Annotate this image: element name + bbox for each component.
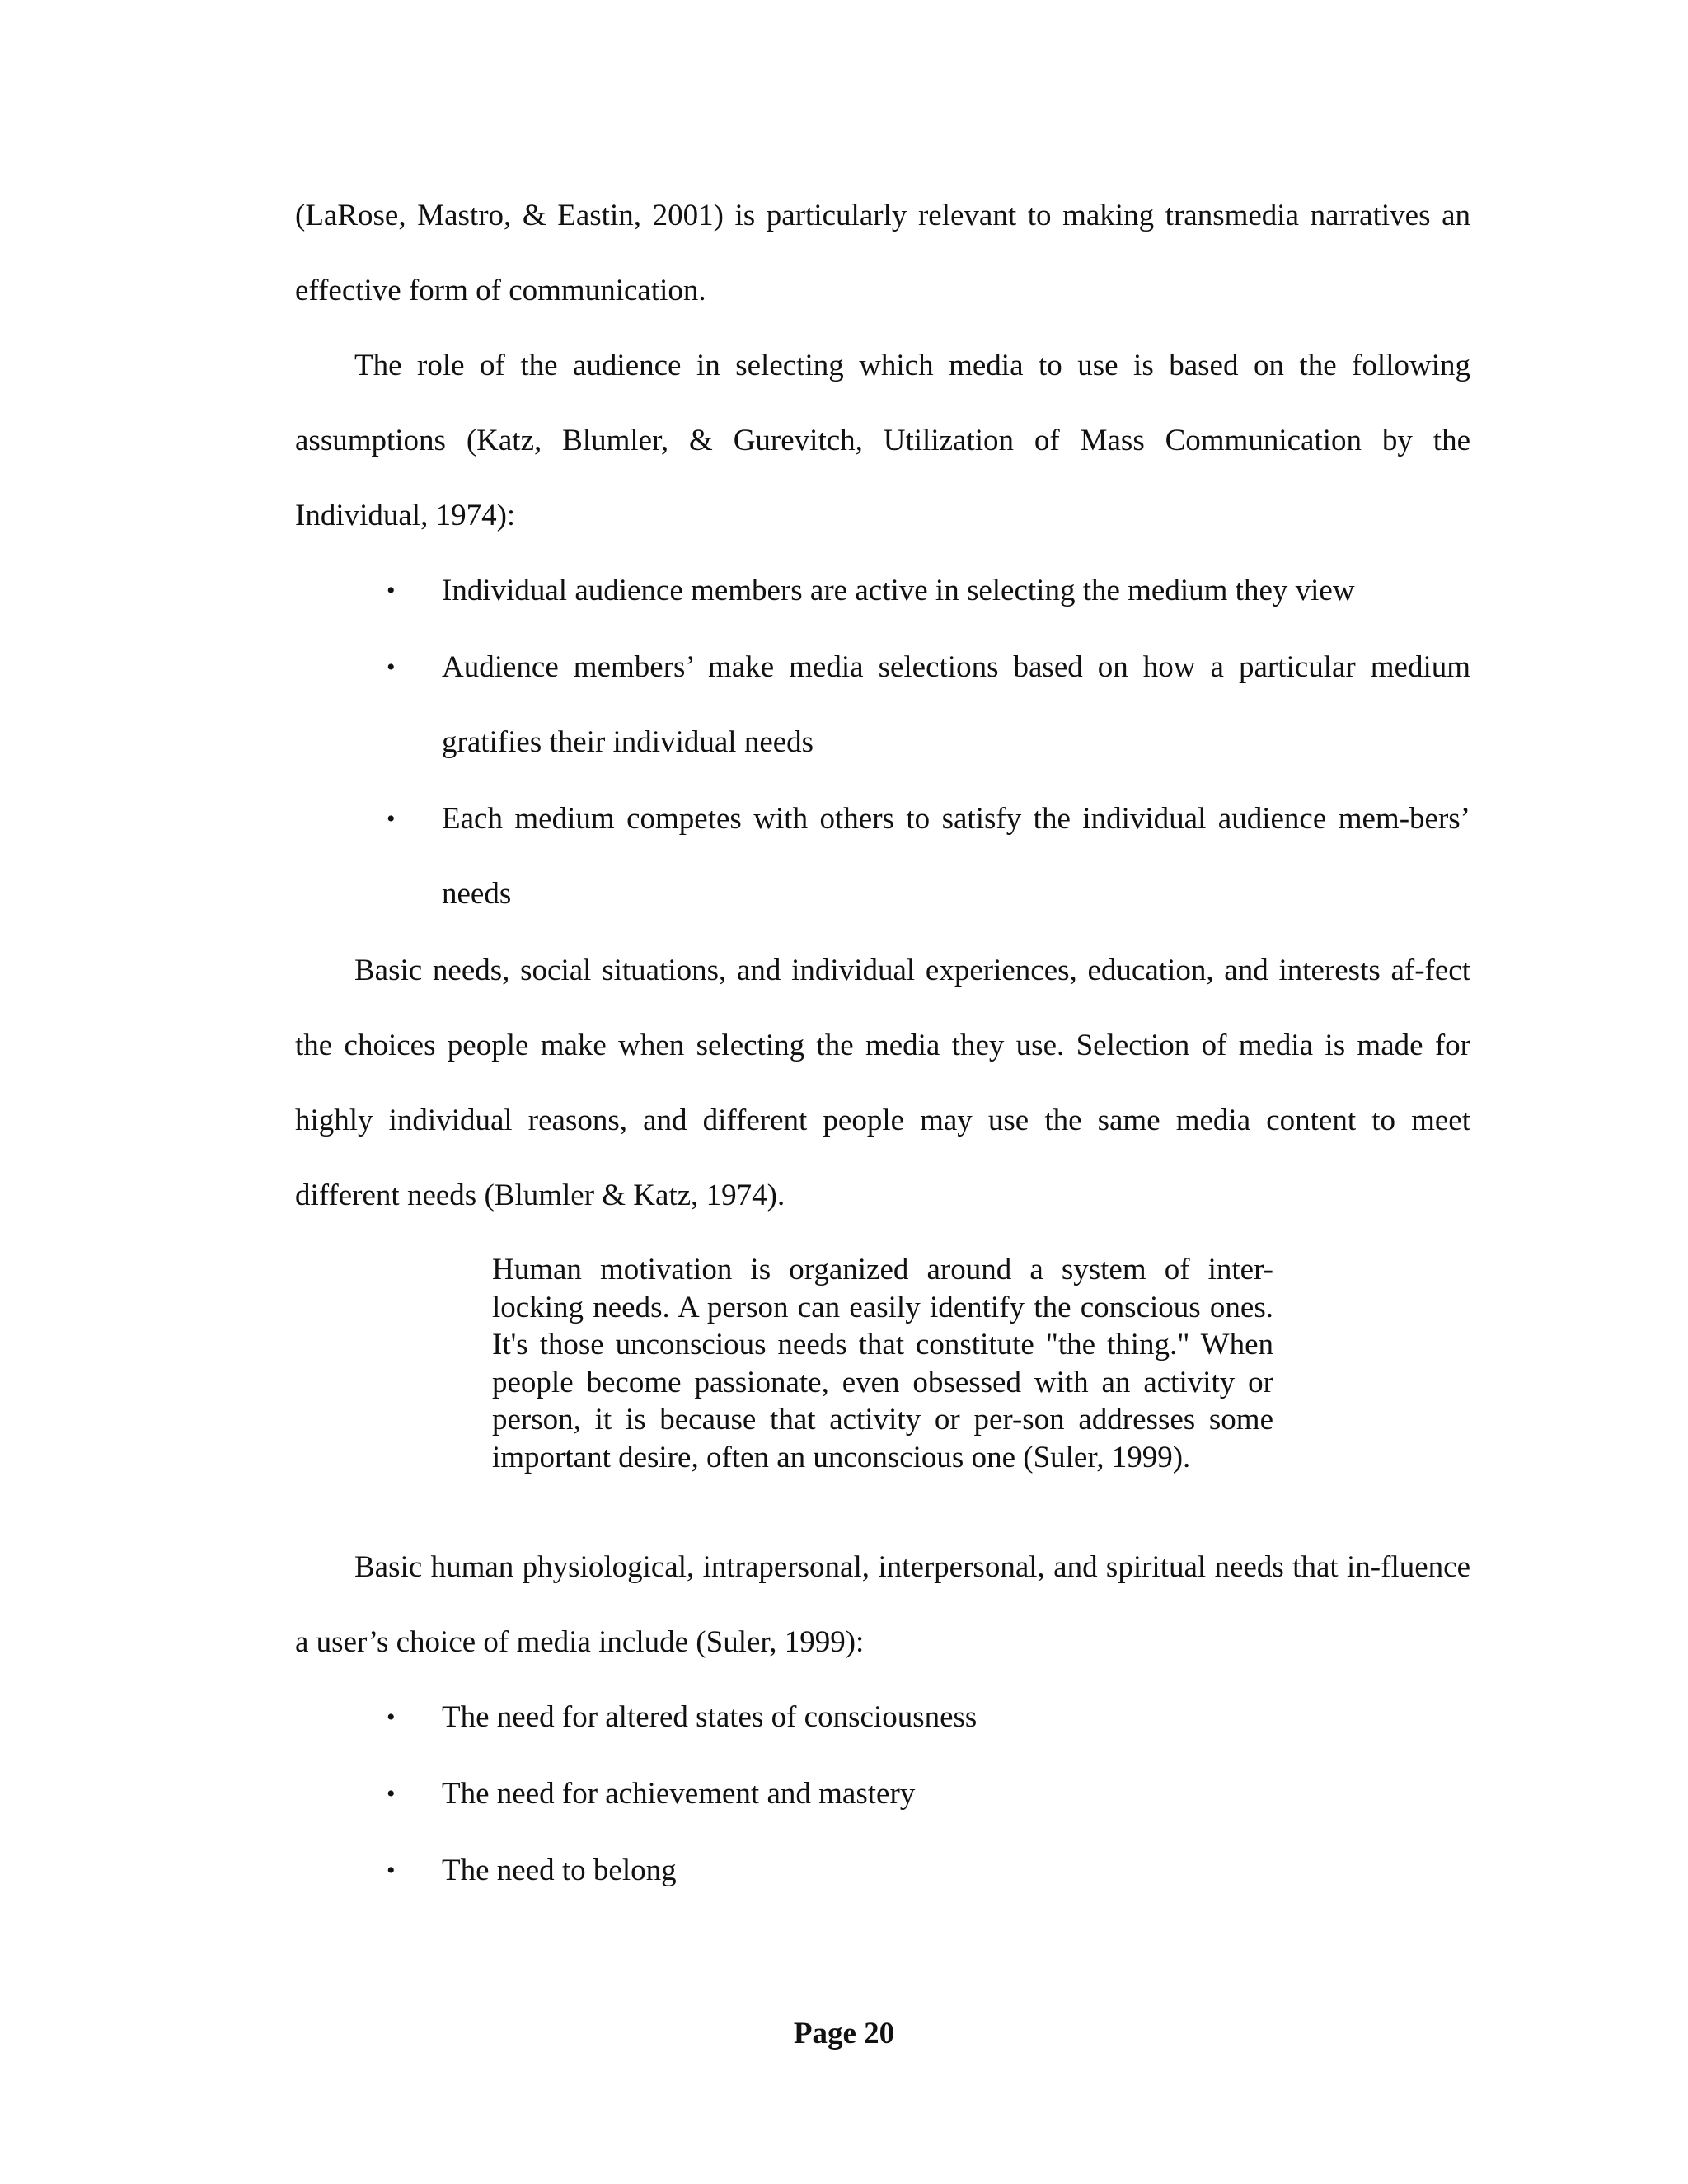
- bullet-icon: •: [387, 654, 396, 681]
- bullet-icon: •: [387, 577, 396, 604]
- bullet-icon: •: [387, 805, 396, 832]
- bullet-icon: •: [387, 1704, 396, 1731]
- list-item-text: Audience members’ make media selections based on how a particular medium gratifies their individual needs: [442, 650, 1470, 759]
- list-item: [387, 553, 1470, 628]
- list-item-text: The need to belong: [442, 1854, 677, 1887]
- needs-list: [295, 1680, 1470, 1908]
- list-item: [387, 781, 1470, 931]
- list-item-text: Individual audience members are active in selecting the medium they view: [442, 574, 1355, 607]
- paragraph-basic-needs: Basic needs, social situations, and individual experiences, education, and interests af-fect the choices people make when selecting the media they use. Selection of media is made for highly individual reasons, and different people may use the same media content to meet different needs (Blumler & Katz, 1974).: [295, 954, 1470, 1212]
- list-item: [387, 630, 1470, 780]
- block-quote: Human motivation is organized around a system of inter-locking needs. A person can easily identify the conscious ones. It's those unconscious needs that constitute "the thing." When people become passionate, even obsessed with an activity or person, it is because that activity or per-son addresses some important desire, often an unconscious one (Suler, 1999).: [492, 1253, 1273, 1474]
- list-item-text: The need for achievement and mastery: [442, 1777, 916, 1811]
- page-number: Page 20: [793, 2017, 895, 2050]
- paragraph-audience-role: The role of the audience in selecting which media to use is based on the following assumptions (Katz, Blumler, & Gurevitch, Utilization of Mass Communication by the Individual, 1974):: [295, 349, 1470, 532]
- text-section-bottom: [295, 1530, 1470, 1910]
- list-item: [387, 1680, 1470, 1755]
- list-item: [387, 1756, 1470, 1831]
- text-section-top: [295, 178, 1470, 1233]
- assumptions-list: [295, 553, 1470, 931]
- list-item-text: The need for altered states of consciousness: [442, 1700, 978, 1734]
- bullet-icon: •: [387, 1857, 396, 1884]
- list-item-text: Each medium competes with others to satisfy the individual audience mem-bers’ needs: [442, 802, 1470, 911]
- paragraph-human-needs: Basic human physiological, intrapersonal, interpersonal, and spiritual needs that in-fluence a user’s choice of media include (Suler, 1999):: [295, 1550, 1470, 1659]
- bullet-icon: •: [387, 1780, 396, 1807]
- paragraph-continuation: (LaRose, Mastro, & Eastin, 2001) is particularly relevant to making transmedia narratives an effective form of communication.: [295, 199, 1470, 307]
- list-item: [387, 1833, 1470, 1908]
